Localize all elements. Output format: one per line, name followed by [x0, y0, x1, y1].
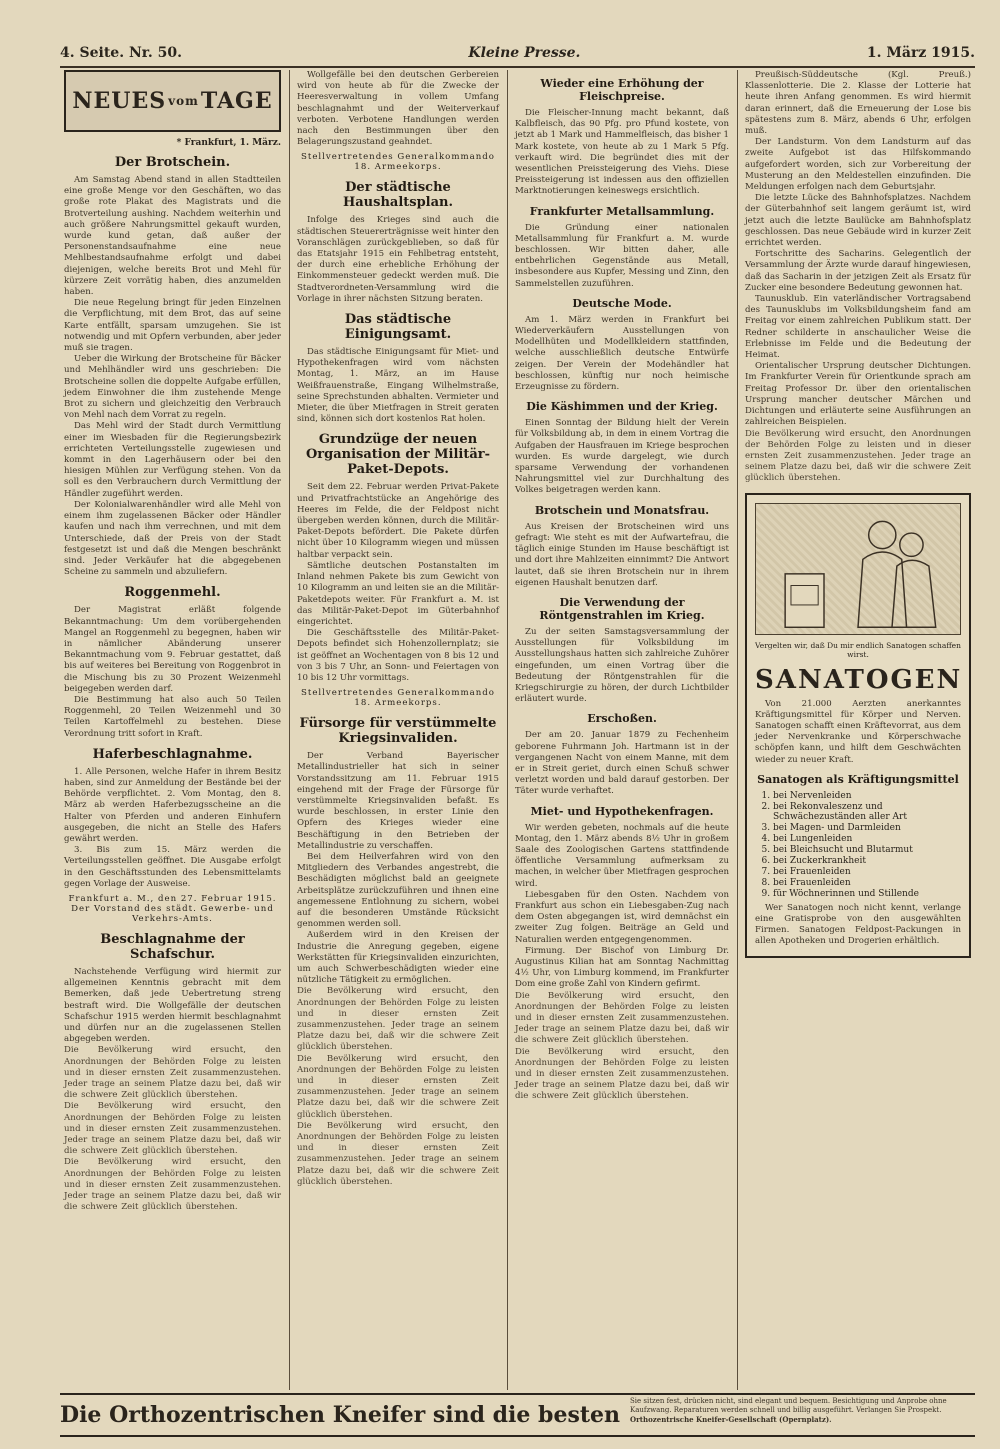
- article-paragraph: Die letzte Lücke des Bahnhofsplatzes. Nachdem der Güterbahnhof seit langem geräumt ist, wird jetzt auch die letzte Baulücke am Bahnhofsplatz geschlossen. Das neue Gebäude wird in kurzer Zeit errichtet werden.: [745, 193, 971, 249]
- signature-line: Frankfurt a. M., den 27. Februar 1915. Der Vorstand des städt. Gewerbe- und Verkehrs-Amts.: [68, 893, 277, 924]
- article-paragraph: Die Geschäftsstelle des Militär-Paket-Depots befindet sich Hohenzollernplatz; sie ist geöffnet an Wochentagen von 8 bis 12 und von 3 bis 7 Uhr, an Sonn- und Feiertagen von 10 bis 12 Uhr vormittags.: [297, 628, 499, 683]
- column-2: [293, 70, 503, 1390]
- article-paragraph: Das städtische Einigungsamt für Miet- und Hypothekenfragen wird vom nächsten Montag, 1. März, an im Hause Weißfrauenstraße, Eingang Wilhelmstraße, seine Sprechstunden abhalten. Vermieter und Mieter, die über Mietfragen in Streit geraten sind, können sich dort kostenlos Rat holen.: [297, 347, 499, 425]
- headline-mietfragen: Miet- und Hypothekenfragen.: [530, 804, 714, 818]
- article-paragraph: Der Verband Bayerischer Metallindustrieller hat sich in seiner Vorstandssitzung am 11. Februar 1915 eingehend mit der Frage der Fürsorge für verstümmelte Kriegsinvaliden befaßt. Es wurde beschlossen, in erster Linie den Opfern des Krieges wieder eine Beschäftigung in den Betrieben der Metallindustrie zu verschaffen.: [297, 751, 499, 851]
- sanatogen-advertisement: [745, 493, 971, 958]
- article-paragraph: Firmung. Der Bischof von Limburg Dr. Augustinus Kilian hat am Sonntag Nachmittag 4½ Uhr, von Limburg kommend, im Frankfurter Dom eine große Zahl von Kindern gefirmt.: [515, 945, 729, 990]
- headline-kriegsinvaliden: Fürsorge für verstümmelte Kriegsinvaliden.: [299, 716, 497, 747]
- filler-text: Die Bevölkerung wird ersucht, den Anordnungen der Behörden Folge zu leisten und in dieser ernsten Zeit zusammenzustehen. Jeder trage an seinem Platze dazu bei, daß wir die schwere Zeit glücklich überstehen.: [515, 990, 729, 1046]
- article-paragraph: Am 1. März werden in Frankfurt bei Wiederverkäufern Ausstellungen von Modellhüten und Modellkleidern stattfinden, welche ausschließlich deutsche Entwürfe zeigen. Der Verein der Modehändler hat beschlossen, künftig nur noch heimische Erzeugnisse zu fördern.: [515, 314, 729, 393]
- article-paragraph: Am Samstag Abend stand in allen Stadtteilen eine große Menge vor den Geschäften, wo das große rote Plakat des Magistrats und die Brotverteilung aushing. Nachdem weiterhin und auch größere Nahrungsmittel gekauft wurden, wurde kund getan, daß außer der Personenstandsaufnahme eine neue Mehlbestandsaufnahme erfolgt und dabei diejenigen, welche bereits Brot und Mehl für kürzere Zeit vorrätig haben, dies anzumelden haben.: [64, 175, 281, 298]
- article-paragraph: Das Mehl wird der Stadt durch Vermittlung einer im Wiesbaden für die Regierungsbezirk errichteten Verteilungsstelle zugewiesen und kommt in den Lagerhäusern oder bei den hiesigen Mühlen zur Verfügung stehen. Von da soll es den Verbrauchern durch Vermittlung der Händler zugeführt werden.: [64, 421, 281, 499]
- ad-brand-title: SANATOGEN: [755, 664, 963, 695]
- column-1: [60, 70, 285, 1390]
- article-paragraph: Der Kolonialwarenhändler wird alle Mehl von einem ihm zugelassenen Bäcker oder Händler kaufen und nach ihm verrechnen, und mit dem Unterschiede, daß der Preis von der Stadt festgesetzt ist und daß die Mengen beschränkt sind. Jeder Verkäufer hat die abgegebenen Scheine zu sammeln und abzuliefern.: [64, 499, 281, 578]
- headline-roentgenstrahlen: Die Verwendung der Röntgenstrahlen im Krieg.: [539, 595, 705, 622]
- ad-list-title: Sanatogen als Kräftigungsmittel: [757, 772, 959, 786]
- list-item: 8. bei Frauenleiden: [773, 878, 961, 888]
- article-paragraph: Der am 20. Januar 1879 zu Fechenheim geborene Fuhrmann Joh. Hartmann ist in der vergangenen Nacht von einem Manne, mit dem er in Streit geriet, durch einen Schuß schwer verletzt worden und bald darauf gestorben. Der Täter wurde verhaftet.: [515, 730, 729, 797]
- kneifer-ad-text: Sie sitzen fest, drücken nicht, sind elegant und bequem. Besichtigung und Anprobe ohne Kaufzwang. Reparaturen werden schnell und billig ausgeführt. Verlangen Sie Prospekt.: [629, 1397, 947, 1414]
- headline-metallsammlung: Frankfurter Metallsammlung.: [529, 204, 715, 218]
- logo-word-vom: vom: [168, 94, 199, 108]
- article-paragraph: 1. Alle Personen, welche Hafer in ihrem Besitz haben, sind zur Anmeldung der Bestände bei der Behörde verpflichtet. 2. Vom Montag, den 8. März ab werden Haferbezugsscheine an die Halter von Pferden und anderen Einhufern ausgegeben, die nicht an Stelle des Hafers gewährt werden.: [64, 766, 281, 844]
- logo-word-neues: NEUES: [72, 88, 167, 114]
- list-item: 6. bei Zuckerkrankheit: [773, 856, 961, 866]
- headline-roggenmehl: Roggenmehl.: [124, 585, 221, 601]
- kneifer-advertisement-banner: [60, 1393, 975, 1437]
- list-item: 7. bei Frauenleiden: [773, 867, 961, 877]
- list-item: 2. bei Rekonvaleszenz und Schwächezuständen aller Art: [773, 802, 961, 822]
- ad-footer-text: Wer Sanatogen noch nicht kennt, verlange eine Gratisprobe von den ausgewählten Firmen. Sanatogen Feldpost-Packungen in allen Apotheken und Drogerien erhältlich.: [755, 902, 961, 947]
- ad-intro-text: Von 21.000 Aerzten anerkanntes Kräftigungsmittel für Körper und Nerven. Sanatogen schafft einen Kräftevorrat, aus dem jeder Nervenkranke und Körperschwache schöpfen kann, und hilft dem Geschwächten wieder zu neuer Kraft.: [755, 698, 961, 765]
- article-paragraph: 3. Bis zum 15. März werden die Verteilungsstellen geöffnet. Die Ausgabe erfolgt in den Geschäftsstunden des Lebensmittelamts gegen Vorlage der Ausweise.: [64, 845, 281, 889]
- header-page-number: 4. Seite. Nr. 50.: [60, 45, 182, 61]
- kneifer-ad-headline: Die Orthozentrischen Kneifer sind die besten: [60, 1402, 620, 1428]
- article-paragraph: Die Gründung einer nationalen Metallsammlung für Frankfurt a. M. wurde beschlossen. Wir bitten daher, alle entbehrlichen Gegenstände aus Metall, insbesondere aus Kupfer, Messing und Zinn, den Sammelstellen zuzuführen.: [515, 222, 729, 289]
- signature-line: Stellvertretendes Generalkommando 18. Armeekorps.: [301, 688, 495, 709]
- headline-militaer-paket-depots: Grundzüge der neuen Organisation der Militär-Paket-Depots.: [305, 432, 491, 478]
- article-paragraph: Fortschritte des Sacharins. Gelegentlich der Versammlung der Ärzte wurde darauf hingewiesen, daß das Sacharin in der jetzigen Zeit als Ersatz für Zucker eine besondere Bedeutung gewonnen hat.: [745, 249, 971, 293]
- article-paragraph: Orientalischer Ursprung deutscher Dichtungen. Im Frankfurter Verein für Orientkunde sprach am Freitag Professor Dr. über den orientalischen Ursprung mancher deutscher Märchen und Dichtungen und erläuterte seine Ausführungen an zahlreichen Beispielen.: [745, 361, 971, 428]
- article-paragraph: Taunusklub. Ein vaterländischer Vortragsabend des Taunusklubs im Volksbildungsheim fand am Freitag vor einem zahlreichen Publikum statt. Der Redner schilderte in anschaulicher Weise die Erlebnisse im Felde und die Bedeutung der Heimat.: [745, 294, 971, 361]
- headline-monatsfrau: Brotschein und Monatsfrau.: [534, 503, 710, 517]
- filler-text: Die Bevölkerung wird ersucht, den Anordnungen der Behörden Folge zu leisten und in dieser ernsten Zeit zusammenzustehen. Jeder trage an seinem Platze dazu bei, daß wir die schwere Zeit glücklich überstehen.: [297, 1053, 499, 1120]
- article-paragraph: Infolge des Krieges sind auch die städtischen Steuererträgnisse weit hinter den Voranschlägen zurückgeblieben, so daß für das Etatsjahr 1915 ein Fehlbetrag entsteht, der durch eine erhebliche Erhöhung der Einkommensteuer gedeckt werden muß. Die Stadtverordneten-Versammlung wird die Vorlage in ihrer nächsten Sitzung beraten.: [297, 215, 499, 304]
- article-paragraph: Aus Kreisen der Brotscheinen wird uns gefragt: Wie steht es mit der Aufwartefrau, die täglich einige Stunden im Hause beschäftigt ist und dort ihre Mahlzeiten einnimmt? Die Antwort lautet, daß sie ihren Brotschein nur in ihrem eigenen Haushalt benutzen darf.: [515, 521, 729, 588]
- article-paragraph: Die Fleischer-Innung macht bekannt, daß Kalbfleisch, das 90 Pfg. pro Pfund kostete, von jetzt ab 1 Mark und Hammelfleisch, das bisher 1 Mark kostete, von heute ab zu 1 Mark 5 Pfg. verkauft wird. Die begründet dies mit der wesentlichen Preissteigerung des Viehs. Diese Preissteigerung ist indessen aus den offiziellen Marktnotierungen keineswegs ersichtlich.: [515, 108, 729, 197]
- list-item: 3. bei Magen- und Darmleiden: [773, 823, 961, 833]
- ad-illustration: [755, 503, 961, 635]
- filler-text: Die Bevölkerung wird ersucht, den Anordnungen der Behörden Folge zu leisten und in dieser ernsten Zeit zusammenzustehen. Jeder trage an seinem Platze dazu bei, daß wir die schwere Zeit glücklich überstehen.: [64, 1157, 281, 1213]
- article-paragraph: Nachstehende Verfügung wird hiermit zur allgemeinen Kenntnis gebracht mit dem Bemerken, daß jede Uebertretung streng bestraft wird. Die Wollgefälle der deutschen Schafschur 1915 werden hiermit beschlagnahmt und dürfen nur an die zugelassenen Stellen abgegeben werden.: [64, 966, 281, 1045]
- headline-haferbeschlagnahme: Haferbeschlagnahme.: [92, 746, 253, 762]
- article-paragraph: Wollgefälle bei den deutschen Gerbereien wird von heute ab für die Zwecke der Heeresverwaltung in vollem Umfang beschlagnahmt und der Weiterverkauf verboten. Verbotene Handlungen werden nach den Bestimmungen über den Belagerungszustand geahndet.: [297, 70, 499, 148]
- headline-einigungsamt: Das städtische Einigungsamt.: [344, 312, 452, 343]
- filler-text: Die Bevölkerung wird ersucht, den Anordnungen der Behörden Folge zu leisten und in dieser ernsten Zeit zusammenzustehen. Jeder trage an seinem Platze dazu bei, daß wir die schwere Zeit glücklich überstehen.: [297, 1120, 499, 1187]
- column-rule: [507, 70, 508, 1390]
- column-4: [741, 70, 975, 1390]
- filler-text: Die Bevölkerung wird ersucht, den Anordnungen der Behörden Folge zu leisten und in dieser ernsten Zeit zusammenzustehen. Jeder trage an seinem Platze dazu bei, daß wir die schwere Zeit glücklich überstehen.: [745, 428, 971, 484]
- filler-text: Die Bevölkerung wird ersucht, den Anordnungen der Behörden Folge zu leisten und in dieser ernsten Zeit zusammenzustehen. Jeder trage an seinem Platze dazu bei, daß wir die schwere Zeit glücklich überstehen.: [64, 1045, 281, 1101]
- list-item: 1. bei Nervenleiden: [773, 791, 961, 801]
- filler-text: Die Bevölkerung wird ersucht, den Anordnungen der Behörden Folge zu leisten und in dieser ernsten Zeit zusammenzustehen. Jeder trage an seinem Platze dazu bei, daß wir die schwere Zeit glücklich überstehen.: [515, 1046, 729, 1102]
- article-paragraph: Der Landsturm. Von dem Landsturm auf das zweite Aufgebot ist das Hilfskommando aufgefordert worden, sich zur Vorbereitung der Musterung an den Meldestellen einzufinden. Die Meldungen erfolgen nach dem Geburtsjahr.: [745, 137, 971, 193]
- neues-vom-tage-logo: [64, 70, 281, 132]
- article-paragraph: Die neue Regelung bringt für jeden Einzelnen die Verpflichtung, mit dem Brot, das auf seine Karte entfällt, sparsam umzugehen. Sie ist notwendig und mit Opfern verbunden, aber jeder muß sie tragen.: [64, 298, 281, 354]
- logo-word-tage: TAGE: [200, 88, 273, 114]
- ad-indication-list: [773, 791, 961, 899]
- headline-fleischpreise: Wieder eine Erhöhung der Fleischpreise.: [540, 77, 704, 103]
- column-rule: [289, 70, 290, 1390]
- article-paragraph: Liebesgaben für den Osten. Nachdem von Frankfurt aus schon ein Liebesgaben-Zug nach dem Osten abgegangen ist, wird demnächst ein zweiter Zug folgen. Beiträge an Geld und Naturalien werden entgegengenommen.: [515, 889, 729, 945]
- headline-schafschur: Beschlagnahme der Schafschur.: [100, 931, 245, 962]
- headline-kaeshimmen: Die Käshimmen und der Krieg.: [526, 400, 718, 414]
- list-item: 9. für Wöchnerinnen und Stillende: [773, 889, 961, 899]
- list-item: 5. bei Bleichsucht und Blutarmut: [773, 845, 961, 855]
- article-paragraph: Bei dem Heilverfahren wird von den Mitgliedern des Verbandes angestrebt, die Beschädigten möglichst bald an geeignete Arbeitsplätze zurückzuführen und ihnen eine angemessene Entlohnung zu sichern, wobei auf die besonderen Umstände Rücksicht genommen werden soll.: [297, 851, 499, 930]
- header-date: 1. März 1915.: [866, 45, 975, 61]
- filler-text: Die Bevölkerung wird ersucht, den Anordnungen der Behörden Folge zu leisten und in dieser ernsten Zeit zusammenzustehen. Jeder trage an seinem Platze dazu bei, daß wir die schwere Zeit glücklich überstehen.: [297, 986, 499, 1053]
- headline-brotschein: Der Brotschein.: [114, 155, 231, 170]
- signature-line: Stellvertretendes Generalkommando 18. Armeekorps.: [301, 152, 495, 173]
- article-paragraph: Wir werden gebeten, nochmals auf die heute Montag, den 1. März abends 8½ Uhr in großem Saale des Zoologischen Gartens stattfindende öffentliche Versammlung aufmerksam zu machen, in welcher über Mietfragen gesprochen wird.: [515, 822, 729, 889]
- article-paragraph: Preußisch-Süddeutsche (Kgl. Preuß.) Klassenlotterie. Die 2. Klasse der Lotterie hat heute ihren Anfang genommen. Es wird hiermit daran erinnert, daß die Erneuerung der Lose bis spätestens zum 8. März, abends 6 Uhr, erfolgen muß.: [745, 70, 971, 137]
- article-paragraph: Der Magistrat erläßt folgende Bekanntmachung: Um dem vorübergehenden Mangel an Roggenmehl zu begegnen, haben wir in nämlicher Abänderung unserer Bekanntmachung vom 9. Februar gestattet, daß bis auf weiteres bei Bereitung von Roggenbrot in die Mischung bis zu 30 Prozent Weizenmehl beigegeben werden darf.: [64, 605, 281, 694]
- couple-illustration-icon: [756, 504, 960, 634]
- article-paragraph: Die Bestimmung hat also auch 50 Teilen Roggenmehl, 20 Teilen Weizenmehl und 30 Teilen Kartoffelmehl zu bestehen. Diese Verordnung tritt sofort in Kraft.: [64, 694, 281, 739]
- article-paragraph: Seit dem 22. Februar werden Privat-Pakete und Privatfrachtstücke an Angehörige des Heeres im Felde, die der Feldpost nicht übergeben werden können, durch die Militär-Paket-Depots befördert. Die Pakete dürfen nicht über 10 Kilogramm wiegen und müssen haltbar verpackt sein.: [297, 482, 499, 560]
- header-paper-name: Kleine Presse.: [468, 45, 581, 61]
- headline-haushaltsplan: Der städtische Haushaltsplan.: [342, 180, 454, 211]
- dateline: * Frankfurt, 1. März.: [176, 138, 281, 148]
- article-paragraph: Einen Sonntag der Bildung hielt der Verein für Volksbildung ab, in dem in einem Vortrag die Aufgaben der Hausfrauen im Kriege besprochen wurden. Es wurde dargelegt, wie durch sparsame Verwendung der vorhandenen Nahrungsmittel viel zur Durchhaltung des Volkes beigetragen werden kann.: [515, 418, 729, 496]
- ad-caption: Vergelten wir, daß Du mir endlich Sanatogen schaffen wirst.: [755, 640, 961, 659]
- kneifer-ad-firm: Orthozentrische Kneifer-Gesellschaft (Opernplatz).: [629, 1415, 832, 1424]
- kneifer-ad-body: [630, 1397, 975, 1433]
- article-paragraph: Zu der seiten Samstagsversammlung der Ausstellungen für Volksbildung im Ausstellungshaus hatten sich zahlreiche Zuhörer eingefunden, um einen Vortrag über die Bedeutung der Röntgenstrahlen für die Kriegschirurgie zu hören, der durch Lichtbilder erläutert wurde.: [515, 626, 729, 705]
- headline-erschossen: Erschoßen.: [587, 712, 657, 726]
- list-item: 4. bei Lungenleiden: [773, 834, 961, 844]
- column-3: [511, 70, 733, 1390]
- article-paragraph: Außerdem wird in den Kreisen der Industrie die Anregung gegeben, eigene Werkstätten für Kriegsinvaliden einzurichten, um auch Schwerbeschädigten wieder eine nützliche Tätigkeit zu ermöglichen.: [297, 930, 499, 986]
- headline-deutsche-mode: Deutsche Mode.: [572, 296, 672, 310]
- column-rule: [737, 70, 738, 1390]
- article-paragraph: Sämtliche deutschen Postanstalten im Inland nehmen Pakete bis zum Gewicht von 10 Kilogramm an und leiten sie an die Militär-Paketdepots weiter. Für Frankfurt a. M. ist das Militär-Paket-Depot im Güterbahnhof eingerichtet.: [297, 560, 499, 627]
- article-paragraph: Ueber die Wirkung der Brotscheine für Bäcker und Mehlhändler wird uns geschrieben: Die Brotscheine sollen die doppelte Aufgabe erfüllen, jedem Einwohner die ihm zustehende Menge Brot zu sichern und gleichzeitig den Verbrauch von Mehl nach dem Vorrat zu regeln.: [64, 354, 281, 421]
- filler-text: Die Bevölkerung wird ersucht, den Anordnungen der Behörden Folge zu leisten und in dieser ernsten Zeit zusammenzustehen. Jeder trage an seinem Platze dazu bei, daß wir die schwere Zeit glücklich überstehen.: [64, 1101, 281, 1157]
- page-header: [60, 40, 975, 68]
